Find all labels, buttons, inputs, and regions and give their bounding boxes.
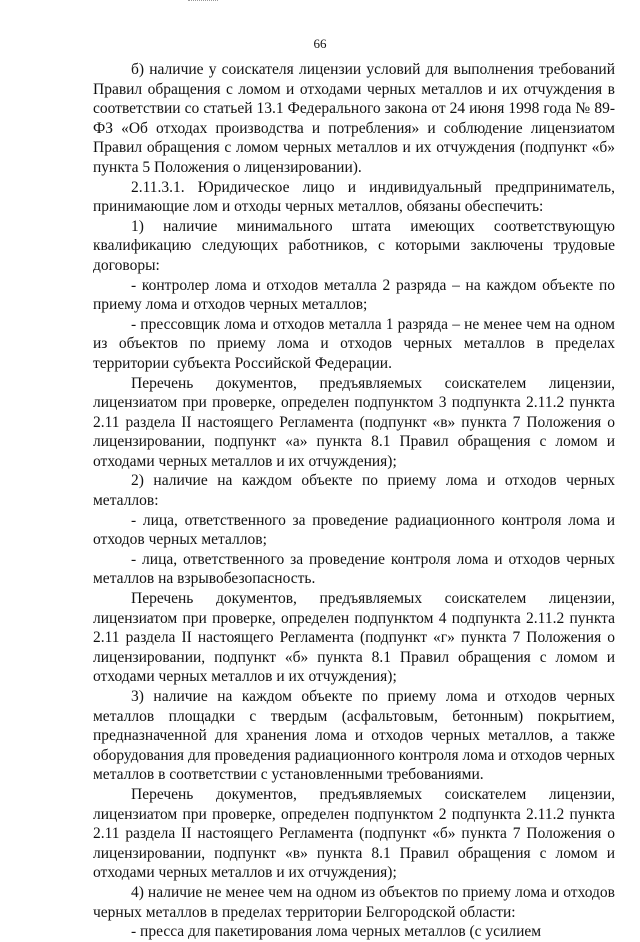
paragraph: Перечень документов, предъявляемых соискателем лицензии, лицензиатом при проверке, определен подпунктом 4 подпункта 2.11.2 пункта 2.11 раздела II настоящего Регламента (подпункт «г» пункта 7 Положения о лицензировании, подпункт «б» пункта 8.1 Правил обращения с ломом и отходами черных металлов и их отчуждения);	[93, 590, 615, 686]
paragraph: 4) наличие не менее чем на одном из объектов по приему лома и отходов черных металлов в пределах территории Белгородской области:	[93, 883, 615, 921]
paragraph: Перечень документов, предъявляемых соискателем лицензии, лицензиатом при проверке, определен подпунктом 3 подпункта 2.11.2 пункта 2.11 раздела II настоящего Регламента (подпункт «в» пункта 7 Положения о лицензировании, подпункт «а» пункта 8.1 Правил обращения с ломом и отходами черных металлов и их отчуждения);	[93, 374, 615, 470]
paragraph: 2) наличие на каждом объекте по приему лома и отходов черных металлов:	[93, 472, 615, 510]
paragraph: - лица, ответственного за проведение радиационного контроля лома и отходов черных металлов;	[93, 511, 615, 549]
paragraph: Перечень документов, предъявляемых соискателем лицензии, лицензиатом при проверке, определен подпунктом 2 подпункта 2.11.2 пункта 2.11 раздела II настоящего Регламента (подпункт «б» пункта 7 Положения о лицензировании, подпункт «в» пункта 8.1 Правил обращения с ломом и отходами черных металлов и их отчуждения);	[93, 785, 615, 882]
paragraph: - лица, ответственного за проведение контроля лома и отходов черных металлов на взрывобезопасность.	[93, 550, 615, 588]
scan-edge-mark	[188, 0, 218, 3]
paragraph: - контролер лома и отходов металла 2 разряда – на каждом объекте по приему лома и отходов черных металлов;	[93, 276, 615, 314]
paragraph: 3) наличие на каждом объекте по приему лома и отходов черных металлов площадки с твердым (асфальтовым, бетонным) покрытием, предназначенной для хранения лома и отходов черных металлов, а также оборудования для проведения радиационного контроля лома и отходов черных металлов в соответствии с установленными требованиями.	[93, 688, 615, 784]
paragraph: б) наличие у соискателя лицензии условий для выполнения требований Правил обращения с ломом и отходами черных металлов и их отчуждения в соответствии со статьей 13.1 Федерального закона от 24 июня 1998 года № 89-ФЗ «Об отходах производства и потребления» и соблюдение лицензиатом Правил обращения с ломом черных металлов и их отчуждения (подпункт «б» пункта 5 Положения о лицензировании).	[93, 61, 615, 176]
paragraph: 1) наличие минимального штата имеющих соответствующую квалификацию следующих работников, с которыми заключены трудовые договоры:	[93, 217, 615, 274]
paragraph: 2.11.3.1. Юридическое лицо и индивидуальный предприниматель, принимающие лом и отходы черных металлов, обязаны обеспечить:	[93, 178, 615, 216]
document-body	[93, 60, 615, 942]
paragraph: - прессовщик лома и отходов металла 1 разряда – не менее чем на одном из объектов по приему лома и отходов черных металлов в пределах территории субъекта Российской Федерации.	[93, 315, 615, 372]
paragraph: - пресса для пакетирования лома черных металлов (с усилием	[131, 923, 542, 941]
page-number: 66	[313, 36, 327, 51]
